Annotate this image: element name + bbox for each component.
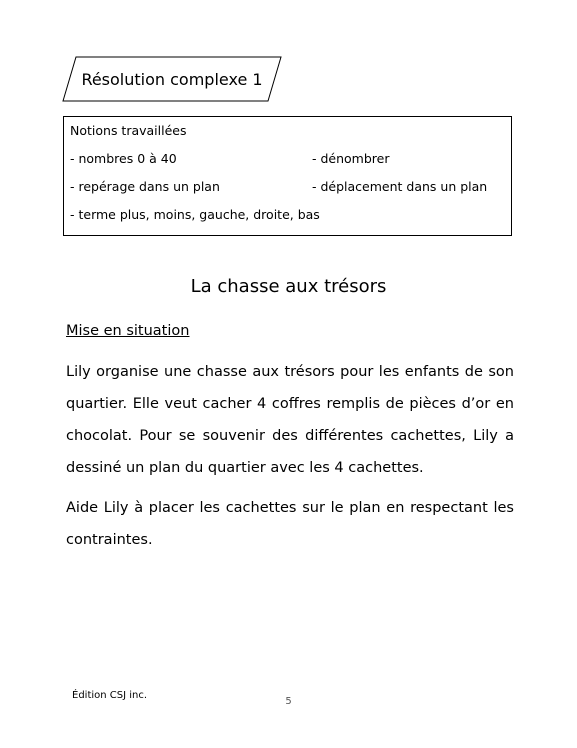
notions-heading: Notions travaillées xyxy=(70,123,187,138)
notion-item: - repérage dans un plan xyxy=(70,179,220,194)
notions-row xyxy=(70,151,505,169)
section-heading: Mise en situation xyxy=(66,323,190,339)
notion-item: - déplacement dans un plan xyxy=(312,179,488,194)
page-title: Résolution complexe 1 xyxy=(81,69,263,89)
notions-row xyxy=(70,179,505,197)
notion-item: - nombres 0 à 40 xyxy=(70,151,177,166)
title-tag xyxy=(62,56,282,102)
publisher-credit: Édition CSJ inc. xyxy=(72,690,148,701)
paragraph: Aide Lily à placer les cachettes sur le plan en respectant les contraintes. xyxy=(66,500,514,548)
page-number: 5 xyxy=(285,696,292,707)
notions-row xyxy=(70,207,505,225)
notions-box xyxy=(63,116,512,236)
document-title: La chasse aux trésors xyxy=(190,276,387,297)
paragraph: Lily organise une chasse aux trésors pour les enfants de son quartier. Elle veut cacher 4 coffres remplis de pièces d’or en chocolat. Pour se souvenir des différentes cachettes, Lily a dessiné un plan du quartier avec les 4 cachettes. xyxy=(66,364,514,476)
notion-item: - terme plus, moins, gauche, droite, bas xyxy=(70,207,320,222)
notion-item: - dénombrer xyxy=(312,151,390,166)
